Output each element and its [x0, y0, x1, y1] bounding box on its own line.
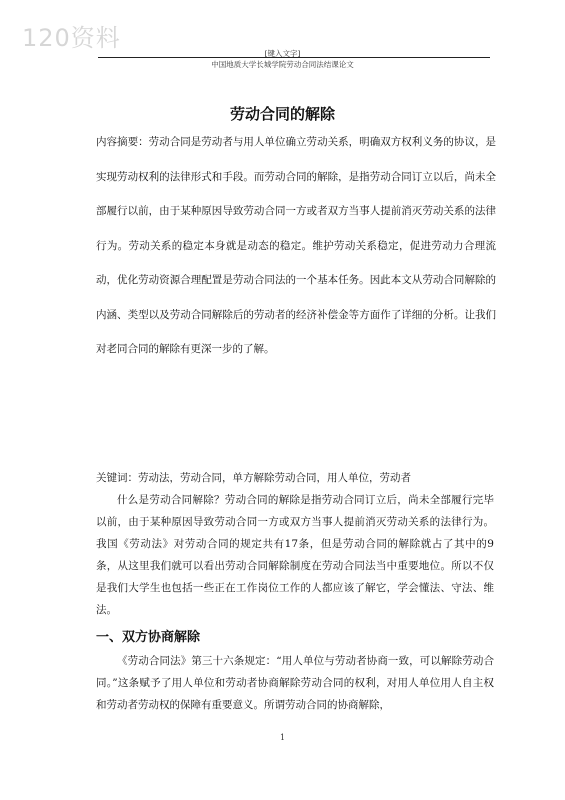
keywords: 关键词：劳动法，劳动合同，单方解除劳动合同，用人单位，劳动者 [96, 472, 411, 484]
section-heading: 一、双方协商解除 [96, 630, 201, 645]
header-placeholder: [键入文字] [264, 49, 301, 58]
watermark: 120资料 [22, 24, 121, 52]
header-divider [98, 57, 490, 58]
header-subtitle: 中国地质大学长城学院劳动合同法结课论文 [211, 60, 354, 69]
document-title: 劳动合同的解除 [229, 105, 335, 124]
page-number: 1 [279, 733, 286, 742]
section-paragraph: 《劳动合同法》第三十六条规定：“用人单位与劳动者协商一致，可以解除劳动合同。”这条赋予了用人单位和劳动者协商解除劳动合同的权利，对用人单位用人自主权和劳动者劳动权的保障有重要意义。所谓劳动合同的协商解除， [96, 655, 494, 711]
abstract: 内容摘要：劳动合同是劳动者与用人单位确立劳动关系，明确双方权利义务的协议，是实现劳动权利的法律形式和手段。而劳动合同的解除，是指劳动合同订立以后，尚未全部履行以前，由于某种原因导致劳动合同一方或者双方当事人提前消灭劳动关系的法律行为。劳动关系的稳定本身就是动态的稳定。维护劳动关系稳定，促进劳动力合理流动，优化劳动资源合理配置是劳动合同法的一个基本任务。因此本文从劳动合同解除的内涵、类型以及劳动合同解除后的劳动者的经济补偿金等方面作了详细的分析。让我们对老同合同的解除有更深一步的了解。 [96, 136, 496, 355]
intro-paragraph: 什么是劳动合同解除？劳动合同的解除是指劳动合同订立后，尚未全部履行完毕以前，由于某种原因导致劳动合同一方或双方当事人提前消灭劳动关系的法律行为。我国《劳动法》对劳动合同的规定共有17条，但是劳动合同的解除就占了其中的9条，从这里我们就可以看出劳动合同解除制度在劳动合同法当中重要地位。所以不仅是我们大学生也包括一些正在工作岗位工作的人都应该了解它，学会懂法、守法、维法。 [96, 494, 494, 616]
